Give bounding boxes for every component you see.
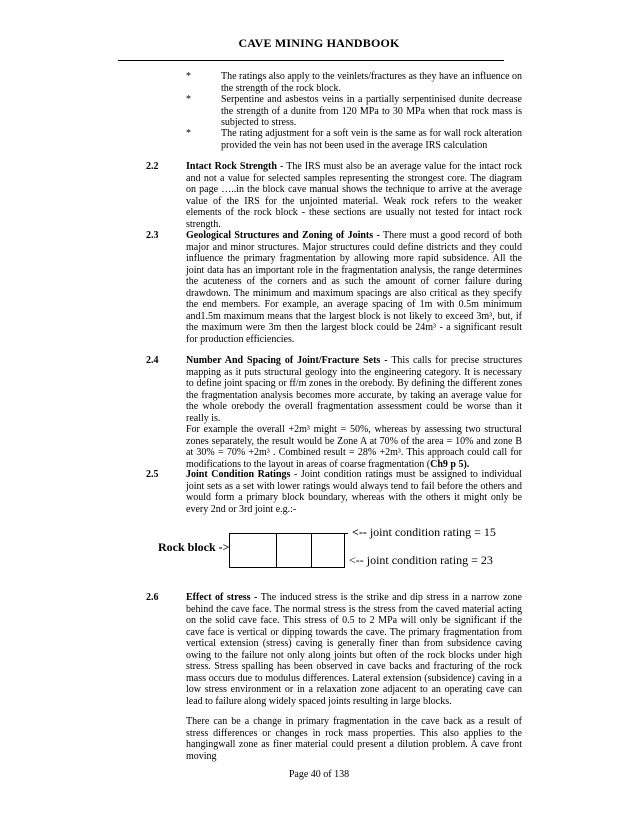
joint-rating-label-top: [352, 525, 496, 540]
section-2-5: [186, 469, 522, 515]
bullet-text: The rating adjustment for a soft vein is the same as for wall rock alteration provided the vein has not been used in the average IRS calculation: [221, 128, 522, 151]
section-2-3: [186, 230, 522, 345]
section-2-4: [186, 355, 522, 470]
rock-block-diagram: [229, 533, 345, 568]
section-number: 2.2: [146, 161, 159, 172]
separator: -: [276, 161, 287, 172]
rating-text: joint condition rating = 23: [363, 553, 493, 567]
arrow-icon: <--: [352, 525, 367, 539]
section-body: There must a good record of both major and minor structures. Major structures could define districts and they could influence the primary fragmentation by allowing more rapid subsidence. All the joint data has an important role in the fragmentation analysis, the range determines the acuteness of the corners and as such the amount of corner failure during drawdown. The minimum and maximum spacings are also critical as they specify the end members. For example, an average spacing of 1m with 0.5m minimum and1.5m maximum means that the largest block is not likely to exceed 3m³, but, if the maximum were 3m then the largest block could be 24m³ - a significant result for production efficiencies.: [186, 230, 522, 345]
section-body: Joint condition ratings must be assigned to individual joint sets as a set with lower ratings would always tend to fail before the others and would form a primary block boundary, whereas with the others it might only be every 2nd or 3rd joint e.g.:-: [186, 469, 523, 515]
section-number: 2.5: [146, 469, 159, 480]
page-number: Page 40 of 138: [288, 769, 350, 780]
section-title: Joint Condition Ratings: [186, 469, 291, 480]
bullet-marker: *: [186, 71, 191, 82]
rock-block-label: Rock block ->: [158, 540, 230, 554]
section-title: Effect of stress -: [186, 592, 258, 603]
section-2-6-paragraph-2: There can be a change in primary fragmentation in the cave back as a result of stress differences or changes in rock mass properties. This also applies to the hangingwall zone as finer material could present a dilution problem. A cave front moving: [186, 716, 522, 762]
joint-rating-label-bottom: [349, 553, 493, 568]
bullet-text: The ratings also apply to the veinlets/fractures as they have an influence on the strength of the rock block.: [221, 71, 523, 94]
bullet-marker: *: [186, 94, 191, 105]
section-title: Number And Spacing of Joint/Fracture Sets -: [186, 355, 388, 366]
section-number: 2.6: [146, 592, 159, 603]
section-body: This calls for precise structures mapping as it puts structural geology into the engineering category. It is necessary to define joint spacing or ff/m zones in the orebody. By defining the different zones the fragmentation analysis becomes more accurate, by taking an average value for the whole orebody the overall fragmentation assessment could be worse than it really is.: [186, 355, 522, 424]
section-number: 2.3: [146, 230, 159, 241]
bullet-marker: *: [186, 128, 191, 139]
section-body: The induced stress is the strike and dip stress in a narrow zone behind the cave face. The normal stress is the stress from the caved material acting on the solid cave face. This stress of 0.5 to 2 MPa will only be significant if the cave face is vertical or dipping towards the cave. The primary fragmentation from vertical extension (stress) caving is generally finer than from subsidence caving owing to the failure not only along joints but often of the rock blocks under high stress. Stress spalling has been observed in cave backs and fracturing of the rock mass occurs due to modulus differences. Lateral extension (subsidence) caving in a low stress environment or in a relaxation zone adjacent to an operating cave can lead to failure along widely spaced joints resulting in large blocks.: [186, 592, 522, 707]
section-number: 2.4: [146, 355, 159, 366]
header-rule: [118, 60, 504, 61]
section-2-6: [186, 592, 522, 707]
separator: -: [290, 469, 301, 480]
joint-line: [311, 534, 312, 567]
section-2-2: [186, 161, 522, 230]
bullet-text: Serpentine and asbestos veins in a partially serpentinised dunite decrease the strength of a dunite from 120 MPa to 30 MPa when that rock mass is subjected to stress.: [221, 94, 522, 128]
rating-text: joint condition rating = 15: [366, 525, 496, 539]
arrow-icon: <--: [349, 553, 364, 567]
section-body-continued: For example the overall +2m³ might = 50%, whereas by assessing two structural zones separately, the result would be Zone A at 70% of the area = 10% and zone B at 30% = 70% +2m³ . Combined result = 28% +2m³. This approach could call for modifications to the layout in areas of coarse fragmentation (: [186, 424, 522, 470]
section-title: Intact Rock Strength: [186, 161, 277, 172]
page-header-title: CAVE MINING HANDBOOK: [238, 36, 400, 50]
joint-line: [276, 534, 277, 567]
section-body: The IRS must also be an average value for the intact rock and not a value for selected samples representing the strongest core. The diagram on page …..in the block cave manual shows the technique to arrive at the average value of the IRS for the unjointed material. Weak rock refers to the weaker elements of the rock block - these sections are usually not tested for intact rock strength.: [186, 161, 522, 230]
section-title: Geological Structures and Zoning of Joints -: [186, 230, 380, 241]
cross-reference: Ch9 p 5).: [430, 458, 470, 470]
